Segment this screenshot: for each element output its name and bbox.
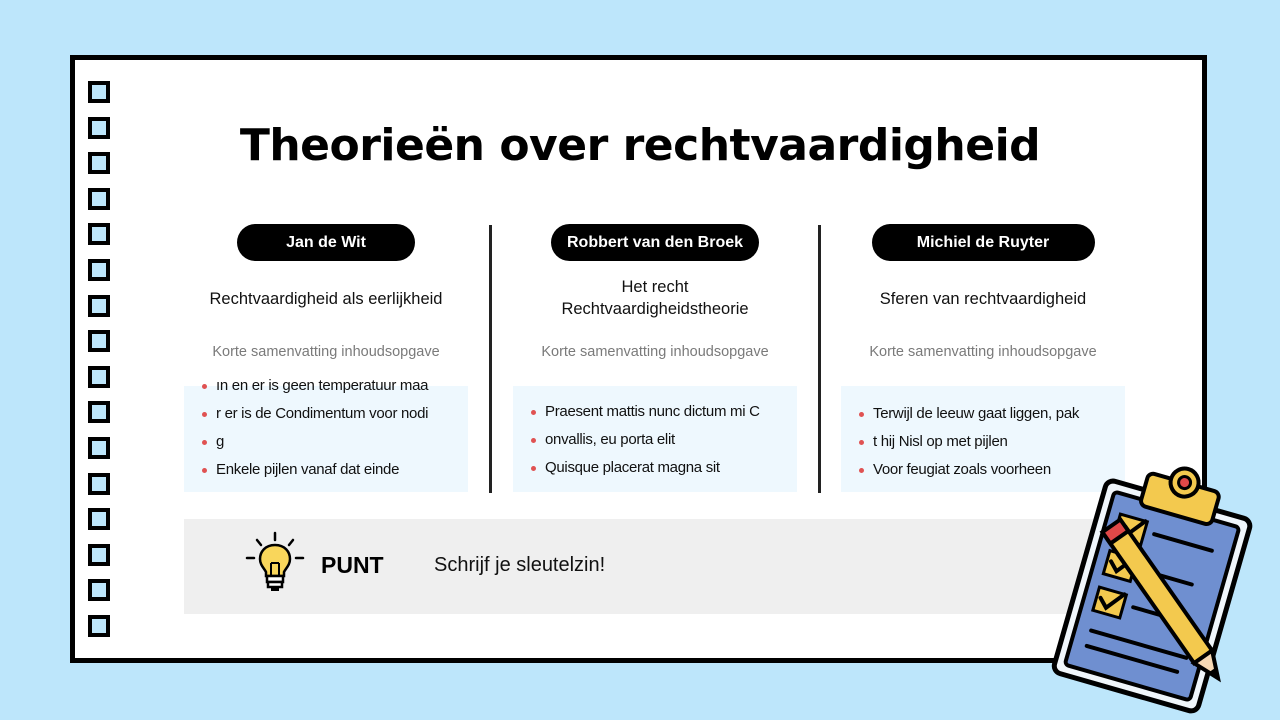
notebook-ring [88, 81, 110, 103]
notebook-ring [88, 544, 110, 566]
punt-bar [184, 519, 1109, 614]
list-item: t hij Nisl op met pijlen [873, 428, 1115, 456]
theory-column-3 [841, 224, 1125, 478]
theory-subtitle [513, 276, 797, 320]
notebook-rings [88, 81, 114, 651]
notebook-ring [88, 437, 110, 459]
theory-column-2 [513, 224, 797, 476]
summary-text: Korte samenvatting inhoudsopgave [212, 344, 440, 360]
list-item: Enkele pijlen vanaf dat einde [216, 456, 458, 484]
author-pill: Robbert van den Broek [551, 224, 759, 261]
theory-subtitle: Rechtvaardigheid als eerlijkheid [209, 290, 443, 308]
theory-subtitle: Sferen van rechtvaardigheid [879, 290, 1087, 308]
notebook-ring [88, 117, 110, 139]
summary-text: Korte samenvatting inhoudsopgave [869, 344, 1097, 360]
slide-title: Theorieën over rechtvaardigheid [239, 120, 1041, 171]
list-item: Praesent mattis nunc dictum mi C [545, 398, 787, 426]
notebook-ring [88, 401, 110, 423]
list-item: r er is de Condimentum voor nodi [216, 400, 458, 428]
summary-text: Korte samenvatting inhoudsopgave [541, 344, 769, 360]
notebook-ring [88, 366, 110, 388]
column-divider [489, 225, 492, 493]
notebook-ring [88, 188, 110, 210]
notebook-ring [88, 473, 110, 495]
key-sentence-text: Schrijf je sleutelzin! [434, 554, 606, 576]
notebook-ring [88, 508, 110, 530]
column-divider [818, 225, 821, 493]
notebook-ring [88, 259, 110, 281]
list-item: g [216, 428, 458, 456]
theory-subtitle-line: Het recht [621, 278, 689, 296]
notebook-ring [88, 152, 110, 174]
list-item: Terwijl de leeuw gaat liggen, pak [873, 400, 1115, 428]
author-pill: Jan de Wit [237, 224, 415, 261]
bullet-box [184, 377, 468, 492]
notebook-ring [88, 223, 110, 245]
clipboard-checklist-icon [1040, 455, 1280, 720]
notebook-ring [88, 295, 110, 317]
list-item: Quisque placerat magna sit [545, 454, 787, 482]
notebook-ring [88, 579, 110, 601]
punt-label: PUNT [321, 552, 384, 578]
bullet-box [513, 386, 797, 492]
theory-subtitle-line: Rechtvaardigheidstheorie [561, 300, 749, 318]
author-pill: Michiel de Ruyter [872, 224, 1095, 261]
list-item: Voor feugiat zoals voorheen [873, 456, 1115, 484]
lightbulb-icon [244, 531, 306, 602]
theory-column-1 [184, 224, 468, 478]
notebook-ring [88, 615, 110, 637]
notebook-ring [88, 330, 110, 352]
list-item: onvallis, eu porta elit [545, 426, 787, 454]
list-item: ın en er is geen temperatuur maa [216, 372, 458, 400]
